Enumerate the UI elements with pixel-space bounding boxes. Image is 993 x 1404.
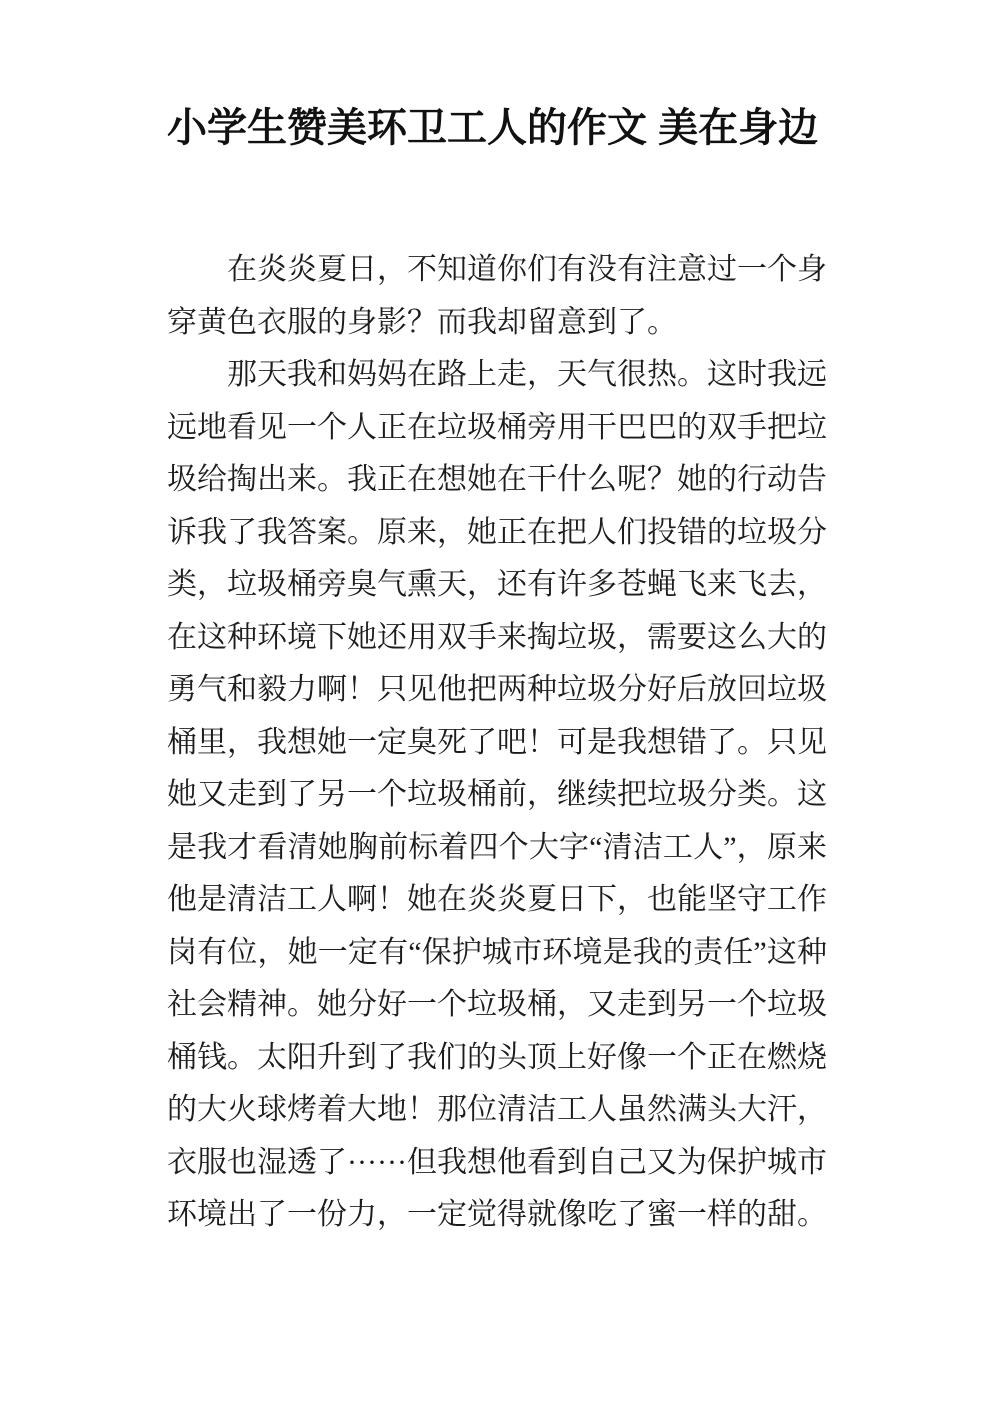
essay-paragraph-2: 那天我和妈妈在路上走，天气很热。这时我远远地看见一个人正在垃圾桶旁用干巴巴的双手把垃圾给掏出来。我正在想她在干什么呢？她的行动告诉我了我答案。原来，她正在把人们投错的垃圾分类，垃圾桶旁臭气熏天，还有许多苍蝇飞来飞去，在这种环境下她还用双手来掏垃圾，需要这么大的勇气和毅力啊！只见他把两种垃圾分好后放回垃圾桶里，我想她一定臭死了吧！可是我想错了。只见她又走到了另一个垃圾桶前，继续把垃圾分类。这是我才看清她胸前标着四个大字“清洁工人”，原来他是清洁工人啊！她在炎炎夏日下，也能坚守工作岗有位，她一定有“保护城市环境是我的责任”这种社会精神。她分好一个垃圾桶，又走到另一个垃圾桶钱。太阳升到了我们的头顶上好像一个正在燃烧的大火球烤着大地！那位清洁工人虽然满头大汗，衣服也湿透了······但我想他看到自己又为保护城市环境出了一份力，一定觉得就像吃了蜜一样的甜。 <box>167 358 827 1231</box>
essay-paragraph-1: 在炎炎夏日，不知道你们有没有注意过一个身穿黄色衣服的身影？而我却留意到了。 <box>167 253 827 339</box>
page-title: 小学生赞美环卫工人的作文 美在身边 <box>167 106 819 150</box>
document-content <box>167 0 827 1242</box>
